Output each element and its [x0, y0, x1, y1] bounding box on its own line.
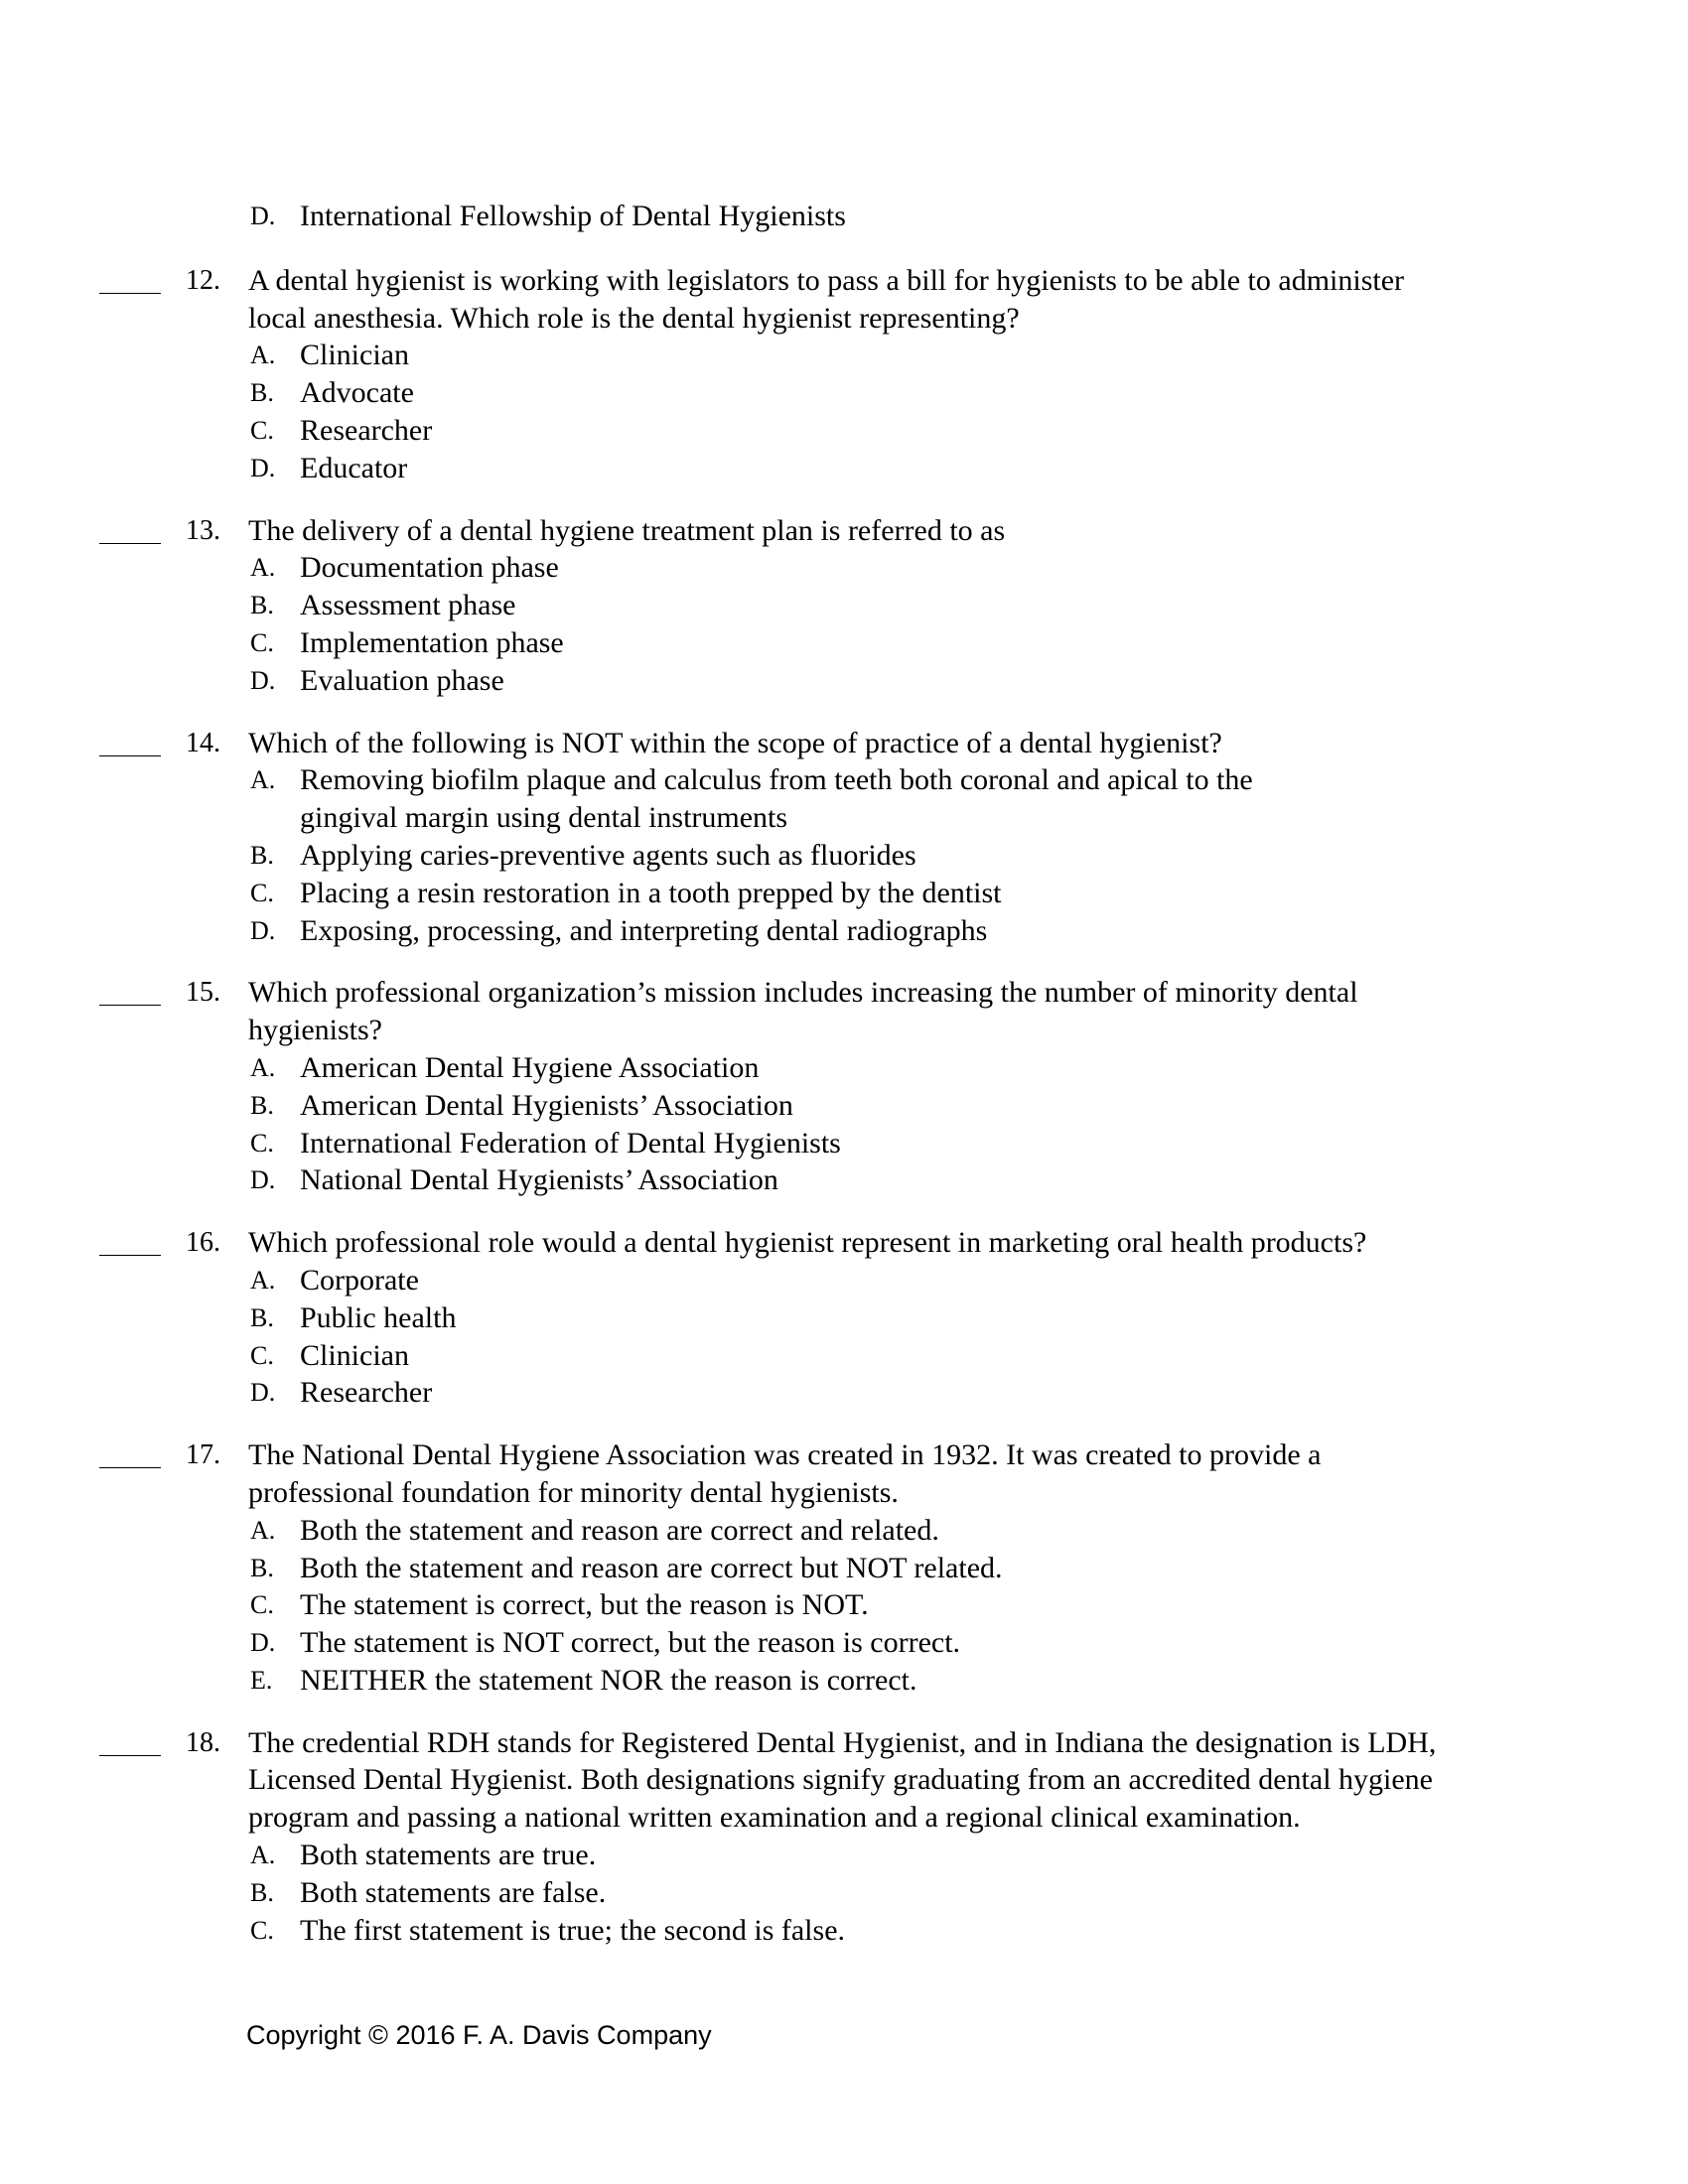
- option-letter: A.: [250, 765, 276, 795]
- question-text: The credential RDH stands for Registered Dental Hygienist, and in Indiana the designation is LDH,: [248, 1725, 1437, 1759]
- option-b: [0, 374, 1688, 412]
- option-text: Placing a resin restoration in a tooth prepped by the dentist: [300, 876, 1002, 909]
- option-text: Implementation phase: [300, 625, 564, 659]
- question-text: program and passing a national written examination and a regional clinical examination.: [248, 1801, 1301, 1835]
- question-text: The delivery of a dental hygiene treatment plan is referred to as: [248, 513, 1006, 547]
- option-text: Public health: [300, 1300, 457, 1334]
- option-d: [0, 912, 1688, 950]
- option-text: The first statement is true; the second is false.: [300, 1913, 846, 1947]
- option-c: [0, 1125, 1688, 1162]
- option-text: American Dental Hygiene Association: [300, 1050, 760, 1084]
- option-letter: C.: [250, 415, 274, 445]
- option-text: American Dental Hygienists’ Association: [300, 1088, 793, 1122]
- option-a: [0, 761, 1688, 799]
- option-c: [0, 1912, 1688, 1950]
- option-letter: D.: [250, 453, 276, 482]
- option-a: [0, 1049, 1688, 1087]
- question-16: [0, 1224, 1688, 1412]
- question-text: A dental hygienist is working with legislators to pass a bill for hygienists to be able to administer: [248, 263, 1405, 297]
- option-text: Educator: [300, 451, 408, 484]
- option-letter: D.: [250, 915, 276, 945]
- question-14: [0, 725, 1688, 950]
- option-letter: A.: [250, 1265, 276, 1295]
- option-text: Evaluation phase: [300, 663, 504, 697]
- option-letter: B.: [250, 1553, 274, 1582]
- option-e: [0, 1662, 1688, 1700]
- question-number: 16.: [186, 1227, 220, 1259]
- option-text: International Fellowship of Dental Hygienists: [300, 200, 846, 232]
- option-c: [0, 875, 1688, 912]
- continued-option: [0, 198, 1688, 235]
- question-text: Which professional role would a dental hygienist represent in marketing oral health products?: [248, 1226, 1367, 1260]
- option-text: Researcher: [300, 413, 433, 447]
- question-text: Licensed Dental Hygienist. Both designations signify graduating from an accredited dental hygiene: [248, 1763, 1433, 1797]
- option-letter: D.: [250, 1378, 276, 1408]
- option-letter: B.: [250, 1877, 274, 1907]
- question-text: hygienists?: [248, 1014, 382, 1047]
- question-18: [0, 1724, 1688, 1950]
- option-text: Both the statement and reason are correct but NOT related.: [300, 1551, 1003, 1584]
- option-text: National Dental Hygienists’ Association: [300, 1163, 778, 1197]
- question-17: [0, 1436, 1688, 1700]
- option-b: [0, 837, 1688, 875]
- question-number: 18.: [186, 1726, 220, 1758]
- question-text: The National Dental Hygiene Association was created in 1932. It was created to provide a: [248, 1438, 1322, 1472]
- option-text: Both statements are false.: [300, 1875, 607, 1909]
- option-letter: B.: [250, 378, 274, 408]
- option-c: [0, 1586, 1688, 1624]
- option-text: Both the statement and reason are correct and related.: [300, 1513, 939, 1547]
- option-text: Clinician: [300, 339, 409, 372]
- option-text: The statement is NOT correct, but the reason is correct.: [300, 1626, 961, 1660]
- option-letter: C.: [250, 878, 274, 907]
- question-text: Which of the following is NOT within the scope of practice of a dental hygienist?: [248, 726, 1222, 759]
- option-letter: D.: [250, 665, 276, 695]
- option-b: [0, 587, 1688, 624]
- question-12: [0, 262, 1688, 487]
- option-c: [0, 412, 1688, 450]
- option-a: [0, 337, 1688, 374]
- question-number: 12.: [186, 264, 220, 296]
- option-letter: C.: [250, 1915, 274, 1945]
- option-c: [0, 1337, 1688, 1375]
- option-d: [0, 1161, 1688, 1199]
- option-text-continued: gingival margin using dental instruments: [300, 801, 788, 835]
- option-letter: C.: [250, 1128, 274, 1158]
- option-letter: B.: [250, 1302, 274, 1332]
- option-letter: D.: [250, 1628, 276, 1658]
- option-a: [0, 1512, 1688, 1550]
- question-number: 13.: [186, 514, 220, 546]
- option-text: Removing biofilm plaque and calculus from teeth both coronal and apical to the: [300, 763, 1253, 797]
- option-letter: B.: [250, 591, 274, 620]
- option-letter: A.: [250, 341, 276, 370]
- option-letter: C.: [250, 1590, 274, 1620]
- question-number: 14.: [186, 727, 220, 758]
- option-text: Researcher: [300, 1376, 433, 1410]
- question-list: [0, 198, 1688, 1974]
- option-text: Corporate: [300, 1263, 419, 1297]
- option-b: [0, 1550, 1688, 1587]
- option-letter: A.: [250, 1052, 276, 1082]
- option-d: [0, 1374, 1688, 1412]
- question-text: professional foundation for minority dental hygienists.: [248, 1475, 899, 1509]
- option-letter: B.: [250, 840, 274, 870]
- option-text: Documentation phase: [300, 551, 559, 585]
- option-d: [0, 450, 1688, 487]
- copyright-footer: Copyright © 2016 F. A. Davis Company: [246, 2020, 712, 2050]
- option-text: NEITHER the statement NOR the reason is correct.: [300, 1663, 917, 1697]
- question-number: 17.: [186, 1439, 220, 1471]
- question-13: [0, 512, 1688, 700]
- option-letter: A.: [250, 553, 276, 583]
- question-text: local anesthesia. Which role is the dental hygienist representing?: [248, 301, 1020, 335]
- option-letter: C.: [250, 627, 274, 657]
- option-text: Advocate: [300, 376, 414, 410]
- option-letter: C.: [250, 1340, 274, 1370]
- option-a: [0, 1262, 1688, 1299]
- option-d: [0, 1624, 1688, 1662]
- option-c: [0, 624, 1688, 662]
- option-b: [0, 1299, 1688, 1337]
- question-15: [0, 974, 1688, 1199]
- option-text: Both statements are true.: [300, 1839, 597, 1872]
- option-text: Applying caries-preventive agents such as fluorides: [300, 838, 916, 872]
- option-letter: D.: [250, 202, 276, 230]
- option-b: [0, 1087, 1688, 1125]
- option-text: International Federation of Dental Hygienists: [300, 1126, 841, 1160]
- option-letter: A.: [250, 1515, 276, 1545]
- option-text: The statement is correct, but the reason is NOT.: [300, 1588, 869, 1622]
- option-a: [0, 1837, 1688, 1874]
- option-letter: A.: [250, 1841, 276, 1870]
- option-text: Exposing, processing, and interpreting dental radiographs: [300, 913, 988, 947]
- option-text: Assessment phase: [300, 589, 516, 622]
- option-letter: E.: [250, 1665, 273, 1695]
- question-text: Which professional organization’s mission includes increasing the number of minority dental: [248, 976, 1358, 1010]
- question-number: 15.: [186, 977, 220, 1009]
- option-d: [0, 662, 1688, 700]
- option-letter: B.: [250, 1090, 274, 1120]
- option-a: [0, 549, 1688, 587]
- option-b: [0, 1874, 1688, 1912]
- option-text: Clinician: [300, 1338, 409, 1372]
- option-letter: D.: [250, 1165, 276, 1195]
